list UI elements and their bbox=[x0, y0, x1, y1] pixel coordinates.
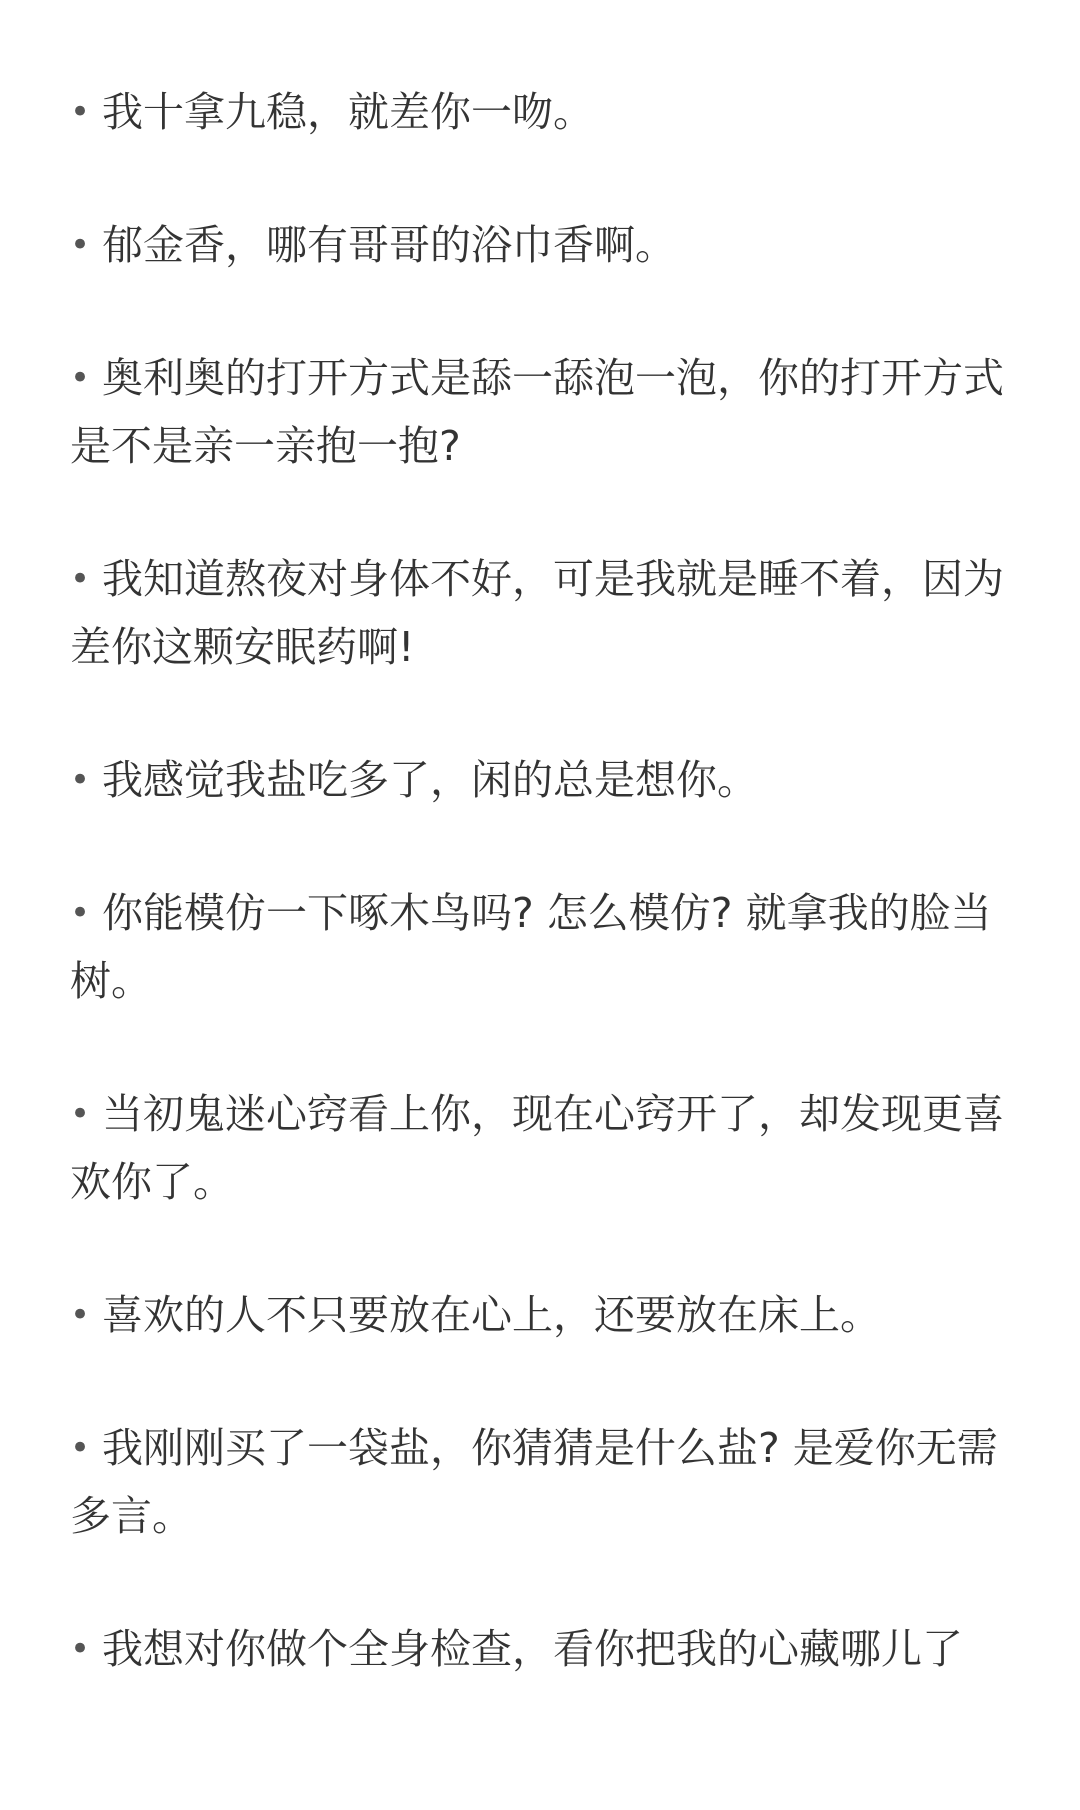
bullet-icon: • bbox=[70, 358, 91, 398]
list-item-text: 郁金香，哪有哥哥的浴巾香啊。 bbox=[102, 221, 676, 269]
list-item-text: 我想对你做个全身检查，看你把我的心藏哪儿了 bbox=[102, 1625, 963, 1673]
list-item-text: 我十拿九稳，就差你一吻。 bbox=[102, 88, 594, 136]
bullet-icon: • bbox=[70, 559, 91, 599]
bullet-icon: • bbox=[70, 1094, 91, 1134]
list-item bbox=[70, 1281, 1010, 1349]
bullet-icon: • bbox=[70, 1629, 91, 1669]
list-item bbox=[70, 211, 1010, 279]
list-item bbox=[70, 344, 1010, 480]
bullet-icon: • bbox=[70, 760, 91, 800]
list-item-text: 我知道熬夜对身体不好，可是我就是睡不着，因为差你这颗安眠药啊! bbox=[70, 555, 1004, 671]
list-item-text: 我刚刚买了一袋盐，你猜猜是什么盐? 是爱你无需多言。 bbox=[70, 1424, 998, 1540]
bullet-icon: • bbox=[70, 92, 91, 132]
list-item bbox=[70, 1414, 1010, 1550]
list-item bbox=[70, 78, 1010, 146]
list-item-text: 你能模仿一下啄木鸟吗? 怎么模仿? 就拿我的脸当树。 bbox=[70, 889, 992, 1005]
list-item-text: 喜欢的人不只要放在心上，还要放在床上。 bbox=[102, 1291, 881, 1339]
list-item bbox=[70, 879, 1010, 1015]
list-item-text: 当初鬼迷心窍看上你，现在心窍开了，却发现更喜欢你了。 bbox=[70, 1090, 1004, 1206]
list-item bbox=[70, 545, 1010, 681]
quote-list bbox=[70, 78, 1010, 1683]
list-item-text: 奥利奥的打开方式是舔一舔泡一泡，你的打开方式是不是亲一亲抱一抱? bbox=[70, 354, 1004, 470]
bullet-icon: • bbox=[70, 1295, 91, 1335]
bullet-icon: • bbox=[70, 1428, 91, 1468]
bullet-icon: • bbox=[70, 893, 91, 933]
bullet-icon: • bbox=[70, 225, 91, 265]
list-item-text: 我感觉我盐吃多了，闲的总是想你。 bbox=[102, 756, 758, 804]
list-item bbox=[70, 746, 1010, 814]
list-item bbox=[70, 1615, 1010, 1683]
list-item bbox=[70, 1080, 1010, 1216]
